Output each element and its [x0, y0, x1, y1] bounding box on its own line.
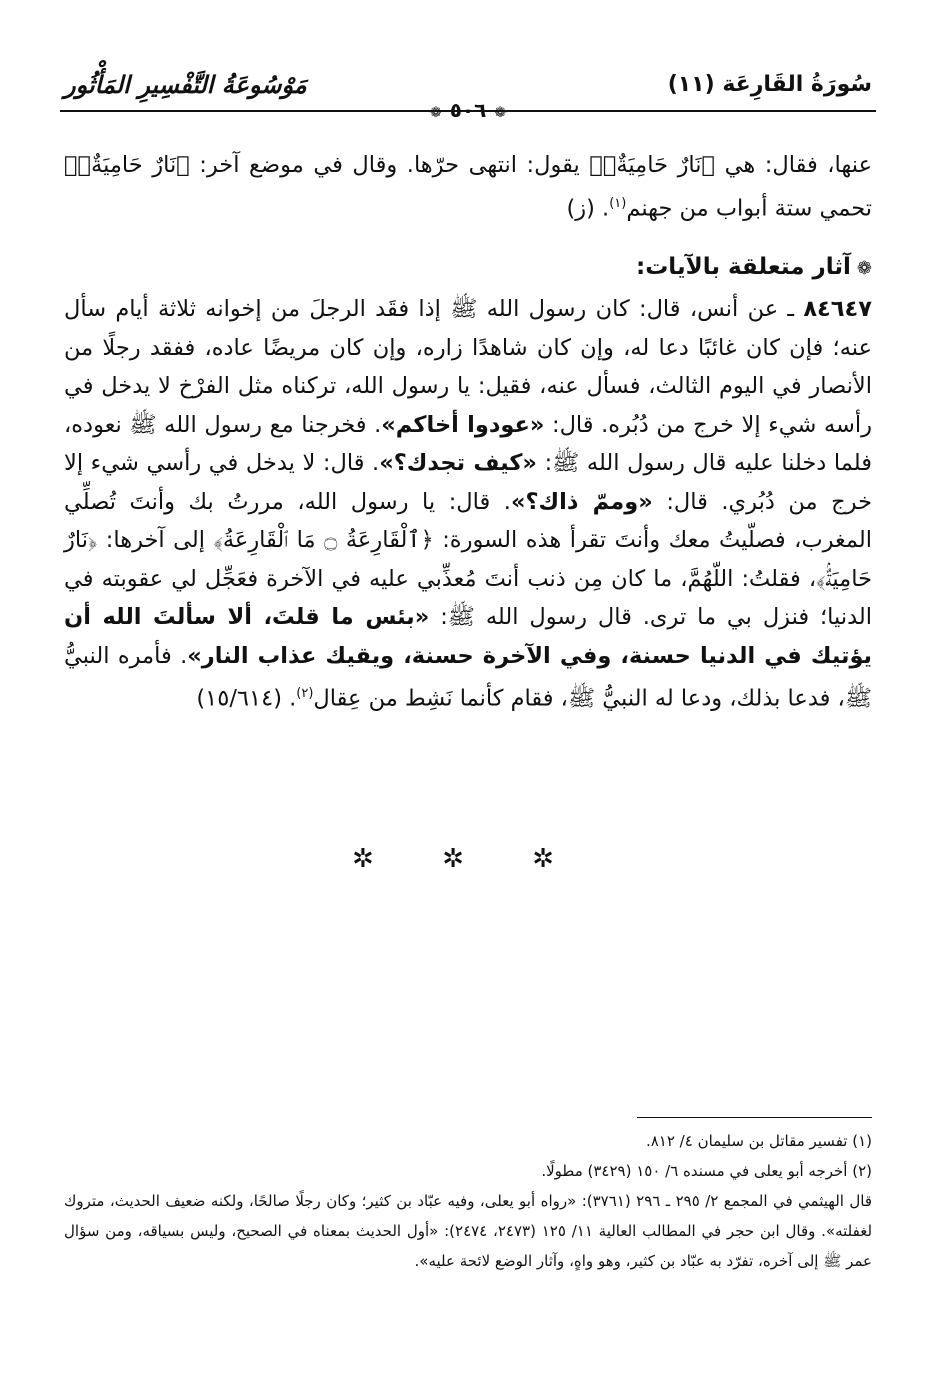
intro-text: عنها، فقال: هي ﴿نَارٌ حَامِيَةٌۢ﴾ يقول: انتهى حرّها. وقال في موضع آخر: ﴿نَارٌ حَامِيَةٌۢ﴾ تحمي ستة أبواب من جهنم [64, 152, 872, 221]
footnotes [64, 1126, 872, 1276]
footnote-ref-2: (٢) [296, 686, 314, 701]
encyclopedia-title: مَوْسُوعَةُ التَّفْسِيرِ المَأْثُور [64, 70, 307, 99]
footnote-divider [637, 1117, 872, 1118]
footnote-ref-1: (١) [609, 195, 627, 211]
footnote-1: (١) تفسير مقاتل بن سليمان ٤/ ٨١٢. [645, 1132, 872, 1150]
ornament-icon: ❁ [494, 105, 507, 121]
intro-text-end: . (ز) [566, 195, 610, 221]
section-separator: ✲ ✲ ✲ [352, 844, 584, 874]
footnote-2-continuation: قال الهيثمي في المجمع ٢/ ٢٩٥ ـ ٢٩٦ (٣٧٦١): «رواه أبو يعلى، وفيه عبّاد بن كثير؛ وكان رجلًا صالحًا، ولكنه ضعيف الحديث، متروك لغفلته». وقال ابن حجر في المطالب العالية ١١/ ١٢٥ (٢٤٧٣، ٢٤٧٤): «أول الحديث بمعناه في الصحيح، وليس بسياقه، ومن سؤال عمر ﷺ إلى آخره، تفرّد به عبّاد بن كثير، وهو واهٍ، وآثار الوضع لائحة عليه». [64, 1192, 873, 1270]
prophet-quote: «عودوا أخاكم» [381, 411, 545, 438]
page-number-line [0, 98, 936, 122]
prophet-quote: «وممّ ذاك؟» [510, 488, 653, 515]
prophet-quote: «كيف تجدك؟» [379, 450, 537, 476]
section-heading: ❁آثار متعلقة بالآيات: [636, 253, 872, 280]
footnote-2: (٢) أخرجه أبو يعلى في مسنده ٦/ ١٥٠ (٣٤٢٩) مطولًا. [541, 1162, 872, 1180]
hadith-paragraph: ٨٤٦٤٧ ـ عن أنس، قال: كان رسول الله ﷺ إذا فقَد الرجلَ من إخوانه ثلاثة أيام سأل عنه؛ فإن كان غائبًا دعا له، وإن كان شاهدًا زاره، وإن كان مريضًا عاده، ففقد رجلًا من الأنصار في اليوم الثالث، فسأل عنه، فقيل: يا رسول الله، تركناه مثل الفرْخ لا يدخل في رأسه شيء إلا خرج من دُبُره. قال: «عودوا أخاكم». فخرجنا مع رسول الله ﷺ نعوده، فلما دخلنا عليه قال رسول الله ﷺ: «كيف تجدك؟». قال: لا يدخل في رأسي شيء إلا خرج من دُبُري. قال: «وممّ ذاك؟». قال: يا رسول الله، مررتُ بك وأنتَ تُصلِّي المغرب، فصلّيتُ معك وأنتَ تقرأ هذه السورة: ﴿ٱلْقَارِعَةُ ۝ مَا ٱلْقَارِعَةُ﴾ إلى آخرها: ﴿نَارٌ حَامِيَةٌۢ﴾، فقلتُ: اللّهُمَّ، ما كان مِن ذنب أنتَ مُعذِّبي عليه في الآخرة فعَجِّل لي عقوبته في الدنيا؛ فنزل بي ما ترى. قال رسول الله ﷺ: «بئس ما قلتَ، ألا سألتَ الله أن يؤتيك في الدنيا حسنة، وفي الآخرة حسنة، ويقيك عذاب النار». فأمره النبيُّ ﷺ، فدعا بذلك، ودعا له النبيُّ ﷺ، فقام كأنما نَشِط من عِقال$^{(٢)}$. (١٥/٦١٤) [64, 296, 873, 712]
page-number: ٥٠٦ [449, 98, 487, 122]
ornament-icon: ❁ [429, 105, 442, 121]
main-text [64, 146, 872, 718]
intro-paragraph [64, 146, 872, 228]
sura-title: سُورَةُ القَارِعَة (١١) [667, 72, 872, 97]
hadith-number: ٨٤٦٤٧ [803, 296, 872, 322]
prophet-quote: «بئس ما قلتَ، ألا سألتَ الله أن يؤتيك في الدنيا حسنة، وفي الآخرة حسنة، ويقيك عذاب النار» [64, 604, 873, 669]
flower-icon: ❁ [856, 257, 872, 279]
